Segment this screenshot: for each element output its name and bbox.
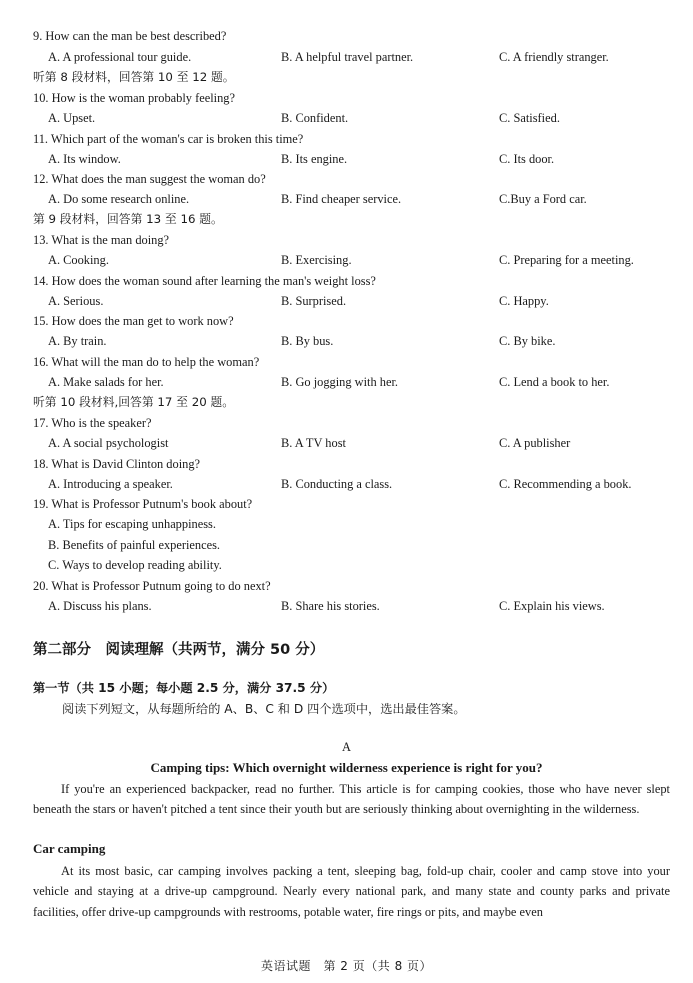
q11-option-c: C. Its door. [499,152,555,166]
q12-option-b: B. Find cheaper service. [281,192,402,206]
question-15: 15. How does the man get to work now? [33,314,234,328]
q20-option-b: B. Share his stories. [281,599,380,613]
passage-title: Camping tips: Which overnight wilderness experience is right for you? [150,760,543,775]
listening-note-9: 第 9 段材料，回答第 13 至 16 题。 [33,212,223,226]
q18-option-b: B. Conducting a class. [281,477,393,491]
q15-option-b: B. By bus. [281,334,334,348]
q18-option-a: A. Introducing a speaker. [48,477,173,491]
question-19: 19. What is Professor Putnum's book about? [33,497,253,511]
q17-option-b: B. A TV host [281,436,346,450]
page-footer: 英语试题 第 2 页（共 8 页） [260,959,433,973]
q9-option-a: A. A professional tour guide. [48,50,192,64]
q11-option-a: A. Its window. [48,152,121,166]
q13-option-b: B. Exercising. [281,253,352,267]
q16-option-a: A. Make salads for her. [48,375,164,389]
q10-option-a: A. Upset. [48,111,96,125]
reading-instruction: 阅读下列短文，从每题所给的 A、B、C 和 D 四个选项中，选出最佳答案。 [62,702,466,716]
question-12: 12. What does the man suggest the woman do? [33,172,266,186]
question-9: 9. How can the man be best described? [33,29,227,43]
question-13: 13. What is the man doing? [33,233,170,247]
q10-option-b: B. Confident. [281,111,349,125]
car-camping-text: At its most basic, car camping involves packing a tent, sleeping bag, fold-up chair, cooler and camp stove into your vehicle and staying at a drive-up campground. Nearly every national park, and many state and county parks and private facilities, offer drive-up campgrounds with restrooms, potable water, fire rings or pits, and maybe even [33,864,670,919]
q15-option-a: A. By train. [48,334,107,348]
q16-option-c: C. Lend a book to her. [499,375,610,389]
question-10: 10. How is the woman probably feeling? [33,91,235,105]
q10-option-c: C. Satisfied. [499,111,560,125]
question-16: 16. What will the man do to help the woman? [33,355,260,369]
q17-option-c: C. A publisher [499,436,571,450]
q17-option-a: A. A social psychologist [48,436,169,450]
q15-option-c: C. By bike. [499,334,556,348]
listening-note-8: 听第 8 段材料，回答第 10 至 12 题。 [33,70,235,84]
listening-note-10: 听第 10 段材料,回答第 17 至 20 题。 [33,395,235,409]
q11-option-b: B. Its engine. [281,152,348,166]
q13-option-a: A. Cooking. [48,253,109,267]
question-18: 18. What is David Clinton doing? [33,457,201,471]
car-camping-heading: Car camping [33,841,106,856]
q13-option-c: C. Preparing for a meeting. [499,253,634,267]
q16-option-b: B. Go jogging with her. [281,375,399,389]
q20-option-a: A. Discuss his plans. [48,599,152,613]
q19-option-c: C. Ways to develop reading ability. [48,558,222,572]
question-20: 20. What is Professor Putnum going to do next? [33,579,271,593]
part-two-heading: 第二部分 阅读理解（共两节，满分 50 分） [33,642,325,658]
q14-option-c: C. Happy. [499,294,549,308]
question-17: 17. Who is the speaker? [33,416,152,430]
q14-option-a: A. Serious. [48,294,104,308]
question-11: 11. Which part of the woman's car is broken this time? [33,132,304,146]
q19-option-b: B. Benefits of painful experiences. [48,538,221,552]
passage-intro-paragraph [33,779,670,820]
q9-option-b: B. A helpful travel partner. [281,50,414,64]
q12-option-c: C.Buy a Ford car. [499,192,587,206]
q20-option-c: C. Explain his views. [499,599,605,613]
car-camping-paragraph [33,861,670,922]
passage-letter: A [342,740,351,754]
section-one-heading: 第一节（共 15 小题；每小题 2.5 分，满分 37.5 分） [33,681,335,695]
passage-intro-text: If you're an experienced backpacker, read no further. This article is for camping cookies, those who have never slept beneath the stars or haven't pitched a tent since their youth but are seriously thinking about overnighting in the wilderness. [33,782,670,817]
q12-option-a: A. Do some research online. [48,192,190,206]
q9-option-c: C. A friendly stranger. [499,50,609,64]
q14-option-b: B. Surprised. [281,294,347,308]
q19-option-a: A. Tips for escaping unhappiness. [48,517,216,531]
q18-option-c: C. Recommending a book. [499,477,632,491]
question-14: 14. How does the woman sound after learning the man's weight loss? [33,274,376,288]
